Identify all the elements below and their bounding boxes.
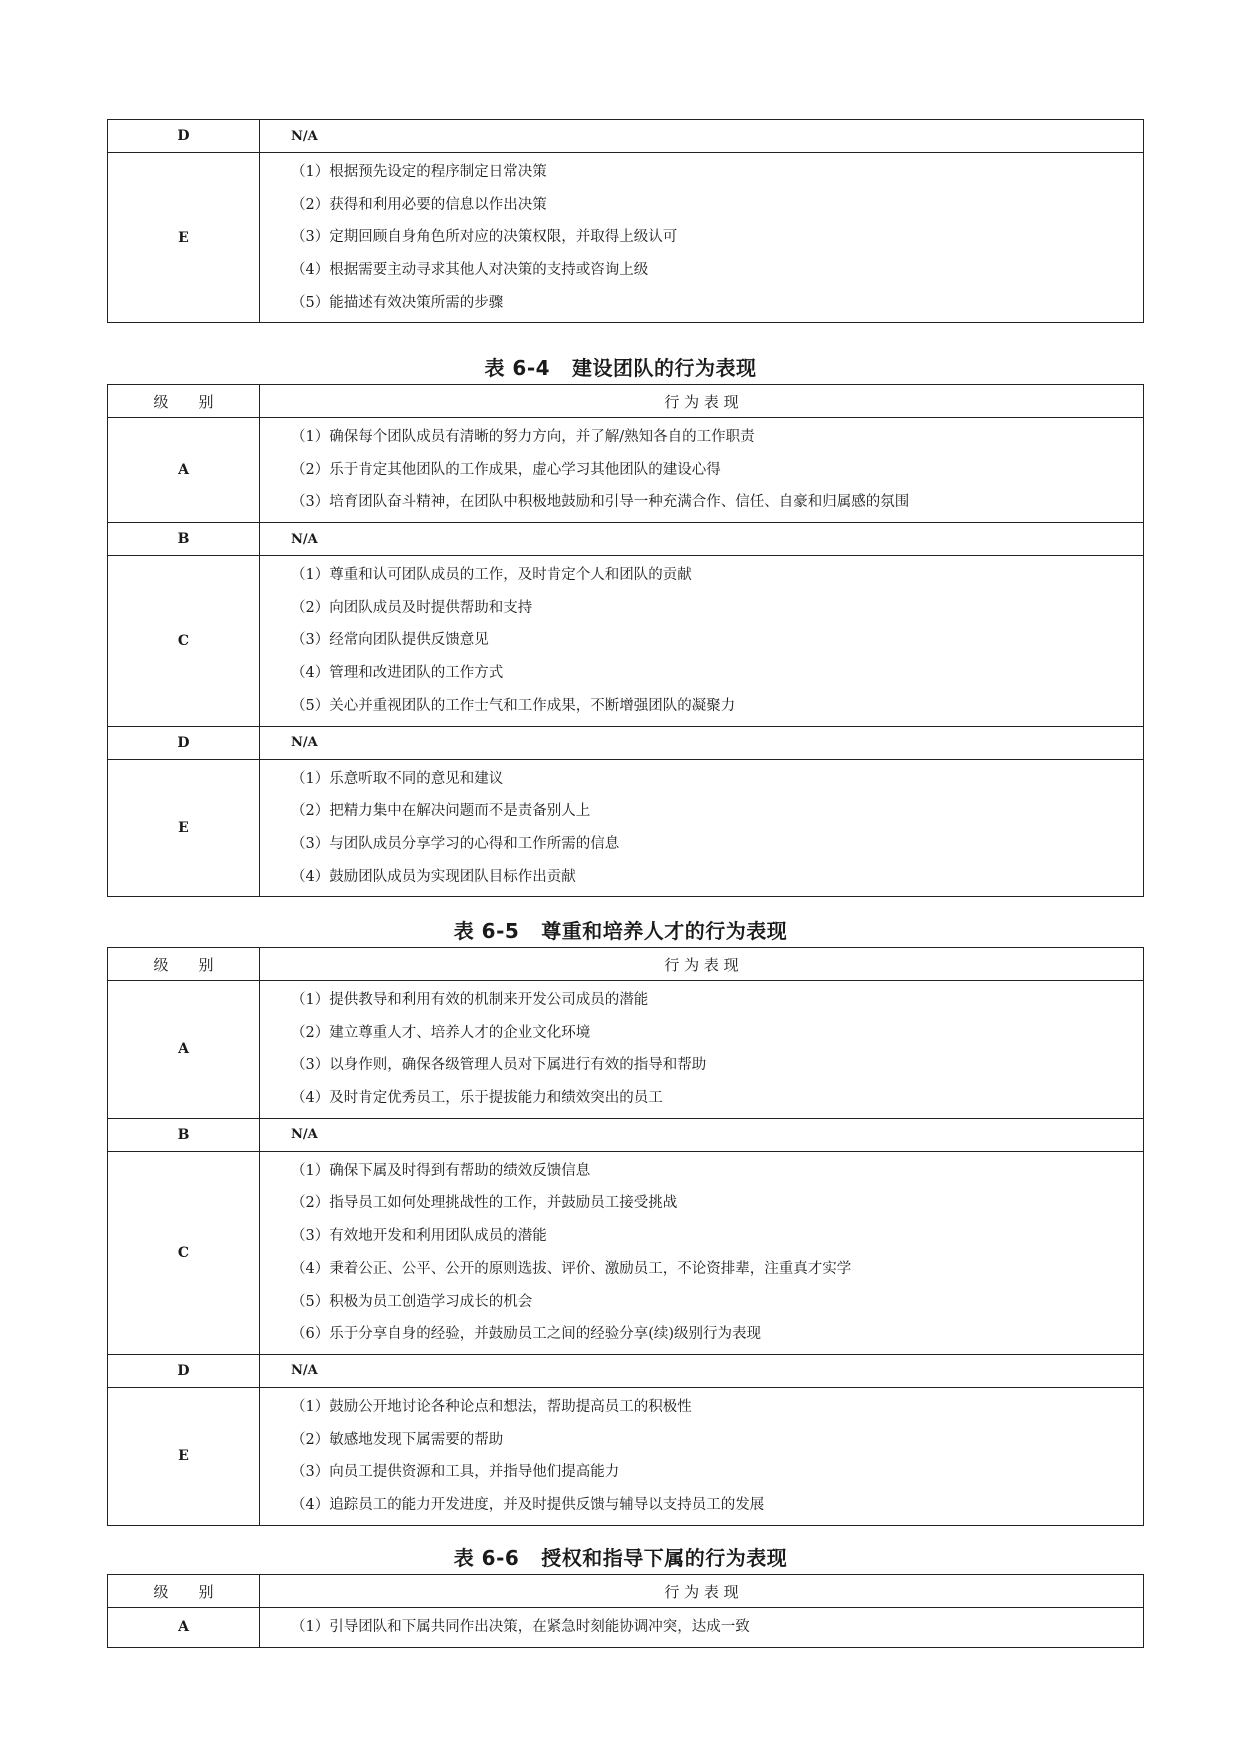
behavior-item: （4）根据需要主动寻求其他人对决策的支持或咨询上级 bbox=[291, 262, 649, 279]
level-row-e bbox=[108, 153, 1144, 323]
level-row-b bbox=[108, 523, 1144, 556]
level-cell: A bbox=[108, 418, 260, 523]
header-level: 级 别 bbox=[108, 948, 260, 981]
behavior-item: （1）引导团队和下属共同作出决策，在紧急时刻能协调冲突，达成一致 bbox=[291, 1619, 750, 1635]
table-header-row bbox=[108, 385, 1144, 418]
behavior-item: （4）及时肯定优秀员工，乐于提拔能力和绩效突出的员工 bbox=[291, 1090, 663, 1107]
behavior-item: （2）获得和利用必要的信息以作出决策 bbox=[291, 196, 547, 213]
behavior-item: （3）与团队成员分享学习的心得和工作所需的信息 bbox=[291, 835, 620, 852]
table-body bbox=[108, 120, 1144, 323]
behavior-item: （2）把精力集中在解决问题而不是责备别人上 bbox=[291, 803, 591, 820]
level-row-b bbox=[108, 1118, 1144, 1151]
behavior-item: （5）积极为员工创造学习成长的机会 bbox=[291, 1293, 533, 1310]
behavior-item: （1）确保下属及时得到有帮助的绩效反馈信息 bbox=[291, 1162, 591, 1179]
level-cell: E bbox=[108, 153, 260, 323]
behavior-item: （1）乐意听取不同的意见和建议 bbox=[291, 770, 504, 787]
level-row-e bbox=[108, 1387, 1144, 1525]
na-cell: N/A bbox=[260, 1118, 1144, 1151]
table-header-row bbox=[108, 1575, 1144, 1608]
behavior-item: （6）乐于分享自身的经验，并鼓励员工之间的经验分享(续)级别行为表现 bbox=[291, 1326, 762, 1343]
behavior-item: （2）敏感地发现下属需要的帮助 bbox=[291, 1431, 504, 1448]
behavior-cell bbox=[260, 981, 1144, 1119]
behavior-item: （5）能描述有效决策所需的步骤 bbox=[291, 294, 504, 311]
behavior-item: （1）确保每个团队成员有清晰的努力方向，并了解/熟知各自的工作职责 bbox=[291, 429, 755, 445]
behavior-item: （4）管理和改进团队的工作方式 bbox=[291, 665, 504, 682]
header-behavior: 行 为 表 现 bbox=[260, 1575, 1144, 1608]
caption-title: 建设团队的行为表现 bbox=[572, 356, 757, 380]
table-caption-6-6 bbox=[0, 1542, 1241, 1571]
behavior-cell bbox=[260, 153, 1144, 323]
behavior-item: （3）向员工提供资源和工具，并指导他们提高能力 bbox=[291, 1464, 620, 1481]
table-body bbox=[108, 1575, 1144, 1648]
behavior-item: （3）有效地开发和利用团队成员的潜能 bbox=[291, 1228, 547, 1245]
level-cell: D bbox=[108, 120, 260, 153]
behavior-cell bbox=[260, 1387, 1144, 1525]
behavior-cell bbox=[260, 1151, 1144, 1354]
level-cell: A bbox=[108, 981, 260, 1119]
na-cell: N/A bbox=[260, 120, 1144, 153]
level-row-d bbox=[108, 726, 1144, 759]
behavior-item: （2）建立尊重人才、培养人才的企业文化环境 bbox=[291, 1024, 591, 1041]
table-caption-6-5 bbox=[0, 915, 1241, 944]
behavior-item: （2）指导员工如何处理挑战性的工作，并鼓励员工接受挑战 bbox=[291, 1195, 678, 1212]
level-cell: A bbox=[108, 1608, 260, 1648]
behavior-item: （4）鼓励团队成员为实现团队目标作出贡献 bbox=[291, 868, 576, 885]
behavior-cell bbox=[260, 418, 1144, 523]
behavior-cell bbox=[260, 1608, 1144, 1648]
level-row-d bbox=[108, 120, 1144, 153]
table-caption-6-4 bbox=[0, 352, 1241, 381]
caption-number: 表 6-5 bbox=[453, 919, 520, 943]
header-behavior: 行 为 表 现 bbox=[260, 385, 1144, 418]
caption-title: 尊重和培养人才的行为表现 bbox=[541, 919, 788, 943]
level-cell: D bbox=[108, 1354, 260, 1387]
team-building-table bbox=[107, 384, 1144, 897]
behavior-cell bbox=[260, 759, 1144, 897]
behavior-item: （1）根据预先设定的程序制定日常决策 bbox=[291, 164, 547, 180]
behavior-item: （3）经常向团队提供反馈意见 bbox=[291, 632, 489, 649]
level-cell: C bbox=[108, 556, 260, 726]
level-cell: E bbox=[108, 759, 260, 897]
behavior-item: （2）乐于肯定其他团队的工作成果，虚心学习其他团队的建设心得 bbox=[291, 461, 721, 478]
behavior-item: （4）追踪员工的能力开发进度，并及时提供反馈与辅导以支持员工的发展 bbox=[291, 1496, 765, 1513]
level-row-c bbox=[108, 1151, 1144, 1354]
header-level: 级 别 bbox=[108, 385, 260, 418]
level-row-c bbox=[108, 556, 1144, 726]
level-cell: D bbox=[108, 726, 260, 759]
behavior-item: （2）向团队成员及时提供帮助和支持 bbox=[291, 599, 533, 616]
level-row-e bbox=[108, 759, 1144, 897]
table-body bbox=[108, 385, 1144, 897]
na-cell: N/A bbox=[260, 1354, 1144, 1387]
behavior-item: （5）关心并重视团队的工作士气和工作成果，不断增强团队的凝聚力 bbox=[291, 697, 736, 714]
level-cell: C bbox=[108, 1151, 260, 1354]
caption-number: 表 6-4 bbox=[484, 356, 551, 380]
header-level: 级 别 bbox=[108, 1575, 260, 1608]
behavior-item: （3）以身作则，确保各级管理人员对下属进行有效的指导和帮助 bbox=[291, 1057, 707, 1074]
behavior-item: （1）尊重和认可团队成员的工作，及时肯定个人和团队的贡献 bbox=[291, 567, 692, 584]
decision-table-continued bbox=[107, 119, 1144, 323]
level-row-a bbox=[108, 981, 1144, 1119]
behavior-item: （3）培育团队奋斗精神，在团队中积极地鼓励和引导一种充满合作、信任、自豪和归属感的氛围 bbox=[291, 494, 910, 511]
header-behavior: 行 为 表 现 bbox=[260, 948, 1144, 981]
table-header-row bbox=[108, 948, 1144, 981]
talent-development-table bbox=[107, 947, 1144, 1526]
table-body bbox=[108, 948, 1144, 1526]
na-cell: N/A bbox=[260, 726, 1144, 759]
delegation-table bbox=[107, 1574, 1144, 1648]
level-cell: B bbox=[108, 523, 260, 556]
level-cell: E bbox=[108, 1387, 260, 1525]
level-cell: B bbox=[108, 1118, 260, 1151]
caption-title: 授权和指导下属的行为表现 bbox=[541, 1546, 788, 1570]
level-row-a bbox=[108, 418, 1144, 523]
behavior-item: （1）提供教导和利用有效的机制来开发公司成员的潜能 bbox=[291, 992, 649, 1008]
behavior-item: （1）鼓励公开地讨论各种论点和想法，帮助提高员工的积极性 bbox=[291, 1398, 692, 1415]
level-row-a bbox=[108, 1608, 1144, 1648]
behavior-item: （3）定期回顾自身角色所对应的决策权限，并取得上级认可 bbox=[291, 229, 678, 246]
behavior-cell bbox=[260, 556, 1144, 726]
caption-number: 表 6-6 bbox=[453, 1546, 520, 1570]
level-row-d bbox=[108, 1354, 1144, 1387]
behavior-item: （4）秉着公正、公平、公开的原则选拔、评价、激励员工，不论资排辈，注重真才实学 bbox=[291, 1260, 852, 1277]
na-cell: N/A bbox=[260, 523, 1144, 556]
